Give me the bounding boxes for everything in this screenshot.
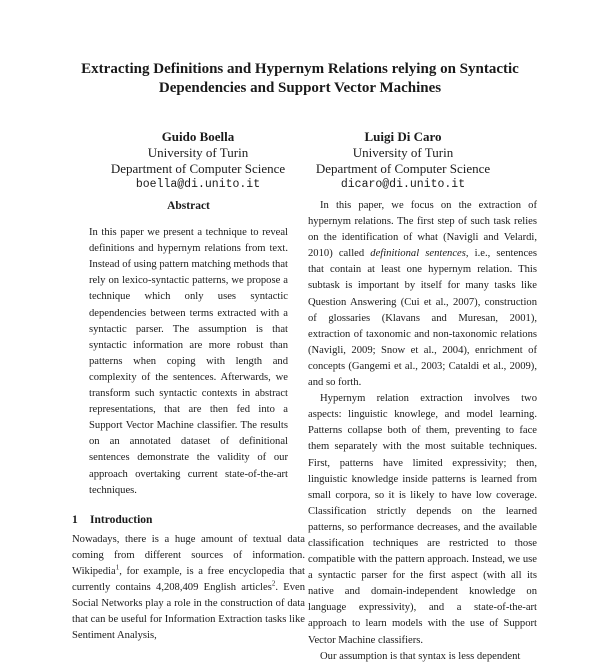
abstract-text: In this paper we present a technique to reveal definitions and hypernym relations from text. Instead of using pattern matching methods that rely on lexico-syntactic patterns, we propose a technique which only uses syntactic dependencies between terms extracted with a syntactic parser. The assumption is that syntactic information are more robust than patterns when coping with length and complexity of the sentences. Afterwards, we transform such syntactic contexts in abstract representations, that are then fed into a Support Vector Machine classifier. The results on an annotated dataset of definitional sentences demonstrate the validity of our approach overtaking current state-of-the-art techniques.	[89, 227, 288, 496]
section-heading	[72, 512, 305, 528]
author-block-2	[293, 129, 513, 193]
title-line-2: Dependencies and Support Vector Machines	[158, 80, 442, 96]
left-column	[72, 198, 305, 644]
intro-text-b: , for example, is a free encyclopedia that currently contains 4,208,409 English articles	[72, 565, 305, 594]
author-block-1	[88, 129, 308, 193]
right-column	[308, 198, 537, 665]
body-paragraph-1	[308, 198, 537, 391]
paper-title	[60, 60, 540, 98]
intro-text-c: . Even Social Networks play a role in the construction of data that can be useful for Information Extraction tasks like Sentiment Analysis,	[72, 582, 305, 642]
emphasis-term: definitional sentences	[370, 248, 466, 260]
author-affiliation: University of Turin	[352, 145, 454, 160]
body-text-b: , i.e., sentences that contain at least one hypernym relation. This subtask is important by itself for many tasks like Question Answering (Cui et al., 2007), construction of glossaries (Klavans and Muresan, 2001), extraction of taxonomic and non-taxonomic relations (Navigli, 2009; Snow et al., 2004), enrichment of concepts (Gangemi et al., 2003; Cataldi et al., 2009), and so forth.	[308, 248, 537, 389]
body-text-a: In this paper, we focus on the extraction of hypernym relations. The first step of such task relies on the identification of what (Navigli and Velardi, 2010) called	[308, 200, 537, 260]
author-name: Guido Boella	[161, 129, 235, 144]
footnote-marker-1: 1	[115, 563, 120, 572]
author-affiliation: University of Turin	[147, 145, 249, 160]
author-department: Department of Computer Science	[110, 161, 286, 176]
section-number: 1	[72, 513, 78, 526]
author-email: dicaro@di.unito.it	[340, 178, 466, 191]
author-department: Department of Computer Science	[315, 161, 491, 176]
author-name: Luigi Di Caro	[364, 129, 442, 144]
section-title: Introduction	[90, 513, 153, 526]
body-paragraph-2: Hypernym relation extraction involves two aspects: linguistic knowlege, and model learning. Patterns collapse both of them, preventing to face them separately with the most suitable techniques. First, patterns have limited expressivity; then, linguistic knowledge inside patterns is learned from small corpora, so it is likely to have low coverage. Classification strictly depends on the learned patterns, so performance decreases, and the available classification techniques are restricted to those compatible with the pattern approach. Instead, we use a syntactic parser for the first aspect (with all its native and domain-independent knowledge on language expressivity), and a state-of-the-art approach to learn models with the use of Support Vector Machine classifiers.	[308, 393, 537, 646]
author-email: boella@di.unito.it	[135, 178, 261, 191]
intro-paragraph	[72, 532, 305, 645]
abstract-heading: Abstract	[167, 200, 210, 212]
title-line-1: Extracting Definitions and Hypernym Relations relying on Syntactic	[81, 61, 519, 77]
body-paragraph-3: Our assumption is that syntax is less dependent	[320, 650, 521, 662]
intro-text-a: Nowadays, there is a huge amount of textual data coming from different sources of information. Wikipedia	[72, 533, 305, 577]
footnote-marker-2: 2	[271, 579, 276, 588]
